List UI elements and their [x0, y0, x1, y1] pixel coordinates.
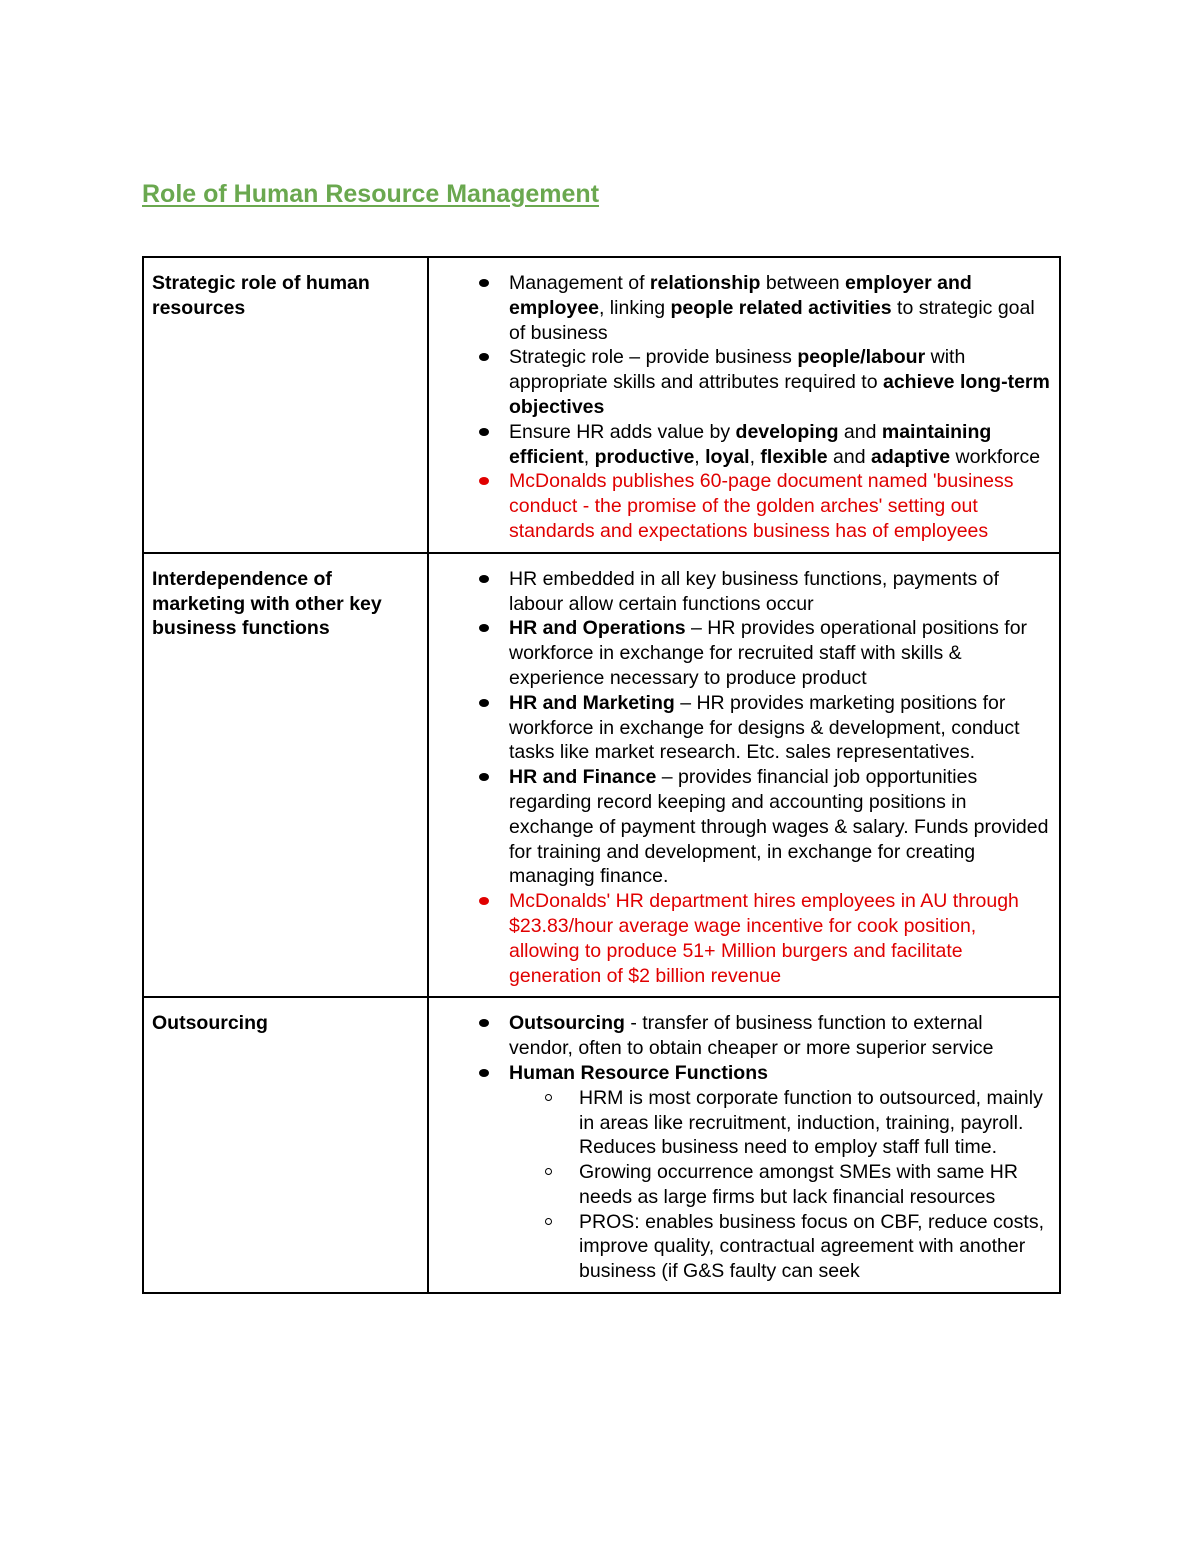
bullet-icon	[479, 699, 489, 707]
bold-text: achieve long-term objectives	[509, 371, 1050, 418]
text: – HR provides operational positions for workforce in exchange for recruited staff with skills & experience necessary to produce product	[509, 617, 1028, 689]
text: HR embedded in all key business functions, payments of labour allow certain functions occur	[509, 567, 999, 615]
bold-text: employer and employee	[509, 272, 972, 319]
row-content	[428, 997, 1060, 1293]
text: McDonalds publishes 60-page document named 'business conduct - the promise of the golden arches' setting out standards and expectations business has of employees	[509, 470, 1014, 542]
bold-text: developing	[735, 420, 839, 443]
row-label: Outsourcing	[143, 997, 428, 1293]
bold-text: HR and Marketing	[509, 691, 675, 714]
sub-bullet-item	[579, 1210, 1051, 1284]
text: , linking	[598, 296, 671, 319]
bullet-item	[509, 420, 1051, 470]
text: ,	[694, 445, 706, 468]
bullet-icon	[479, 353, 489, 361]
bullet-icon	[479, 575, 489, 583]
circle-bullet-icon	[545, 1218, 552, 1225]
bullet-icon	[479, 773, 489, 781]
bold-text: Human Resource Functions	[509, 1061, 768, 1084]
hrm-table	[142, 256, 1061, 1294]
bold-text: people/labour	[797, 346, 926, 369]
text: Management of	[509, 272, 650, 294]
bold-text: people related activities	[670, 296, 892, 319]
table-body	[143, 257, 1060, 1293]
page-title: Role of Human Resource Management	[142, 180, 600, 208]
bullet-item	[509, 616, 1051, 690]
bullet-item	[509, 567, 1051, 617]
row-content	[428, 553, 1060, 998]
bullet-icon	[479, 897, 489, 905]
text: ,	[583, 445, 595, 468]
table-row	[143, 553, 1060, 998]
text: HRM is most corporate function to outsourced, mainly in areas like recruitment, induction, training, payroll. Reduces business need to employ staff full time.	[579, 1086, 1043, 1159]
bullet-icon	[479, 279, 489, 287]
circle-bullet-icon	[545, 1094, 552, 1101]
highlight-bullet-item	[509, 469, 1051, 543]
text: with appropriate skills and attributes required to	[509, 346, 966, 394]
sub-bullet-item	[579, 1086, 1051, 1160]
text: between	[760, 272, 846, 294]
text: and	[827, 445, 871, 468]
row-label: Strategic role of human resources	[143, 257, 428, 553]
sub-bullet-list	[509, 1086, 1051, 1284]
text: McDonalds' HR department hires employees in AU through $23.83/hour average wage incentive for cook position, allowing to produce 51+ Million burgers and facilitate generation of $2 billion revenue	[509, 890, 1019, 987]
bold-text: relationship	[649, 272, 761, 294]
bullet-item	[509, 765, 1051, 889]
text: ,	[749, 445, 761, 468]
text: - transfer of business function to external vendor, often to obtain cheaper or more superior service	[509, 1012, 994, 1060]
bold-text: Outsourcing	[509, 1012, 625, 1035]
bullet-icon	[479, 624, 489, 632]
bold-text: loyal	[705, 445, 750, 468]
bullet-item	[509, 1061, 1051, 1284]
table-row	[143, 257, 1060, 553]
bullet-icon	[479, 1069, 489, 1077]
text: – provides financial job opportunities regarding record keeping and accounting positions in exchange of payment through wages & salary. Funds provided for training and development, in exchange for creating managing finance.	[509, 766, 1049, 888]
bullet-icon	[479, 477, 489, 485]
text: – HR provides marketing positions for workforce in exchange for designs & development, conduct tasks like market research. Etc. sales representatives.	[509, 691, 1020, 764]
bullet-item	[509, 271, 1051, 345]
text: and	[838, 420, 882, 443]
bullet-item	[509, 1011, 1051, 1061]
circle-bullet-icon	[545, 1168, 552, 1175]
bold-text: maintaining efficient	[509, 420, 992, 468]
bold-text: adaptive	[871, 445, 951, 468]
table-row	[143, 997, 1060, 1293]
bold-text: productive	[594, 445, 695, 468]
bullet-item	[509, 345, 1051, 419]
row-label: Interdependence of marketing with other key business functions	[143, 553, 428, 998]
bold-text: HR and Finance	[509, 766, 657, 789]
row-content	[428, 257, 1060, 553]
text: Strategic role – provide business	[509, 346, 798, 369]
bullet-list	[437, 1011, 1051, 1284]
text: PROS: enables business focus on CBF, reduce costs, improve quality, contractual agreement with another business (if G&S faulty can seek	[579, 1210, 1044, 1283]
bold-text: HR and Operations	[509, 617, 686, 640]
bullet-icon	[479, 428, 489, 436]
text: Ensure HR adds value by	[509, 420, 736, 443]
text: Growing occurrence amongst SMEs with same HR needs as large firms but lack financial resources	[579, 1161, 1018, 1208]
text: to strategic goal of business	[509, 296, 1035, 344]
bullet-item	[509, 691, 1051, 765]
sub-bullet-item	[579, 1160, 1051, 1210]
bullet-list	[437, 567, 1051, 989]
text: workforce	[950, 445, 1041, 468]
bullet-list	[437, 271, 1051, 544]
highlight-bullet-item	[509, 889, 1051, 988]
bold-text: flexible	[760, 445, 828, 468]
bullet-icon	[479, 1019, 489, 1027]
